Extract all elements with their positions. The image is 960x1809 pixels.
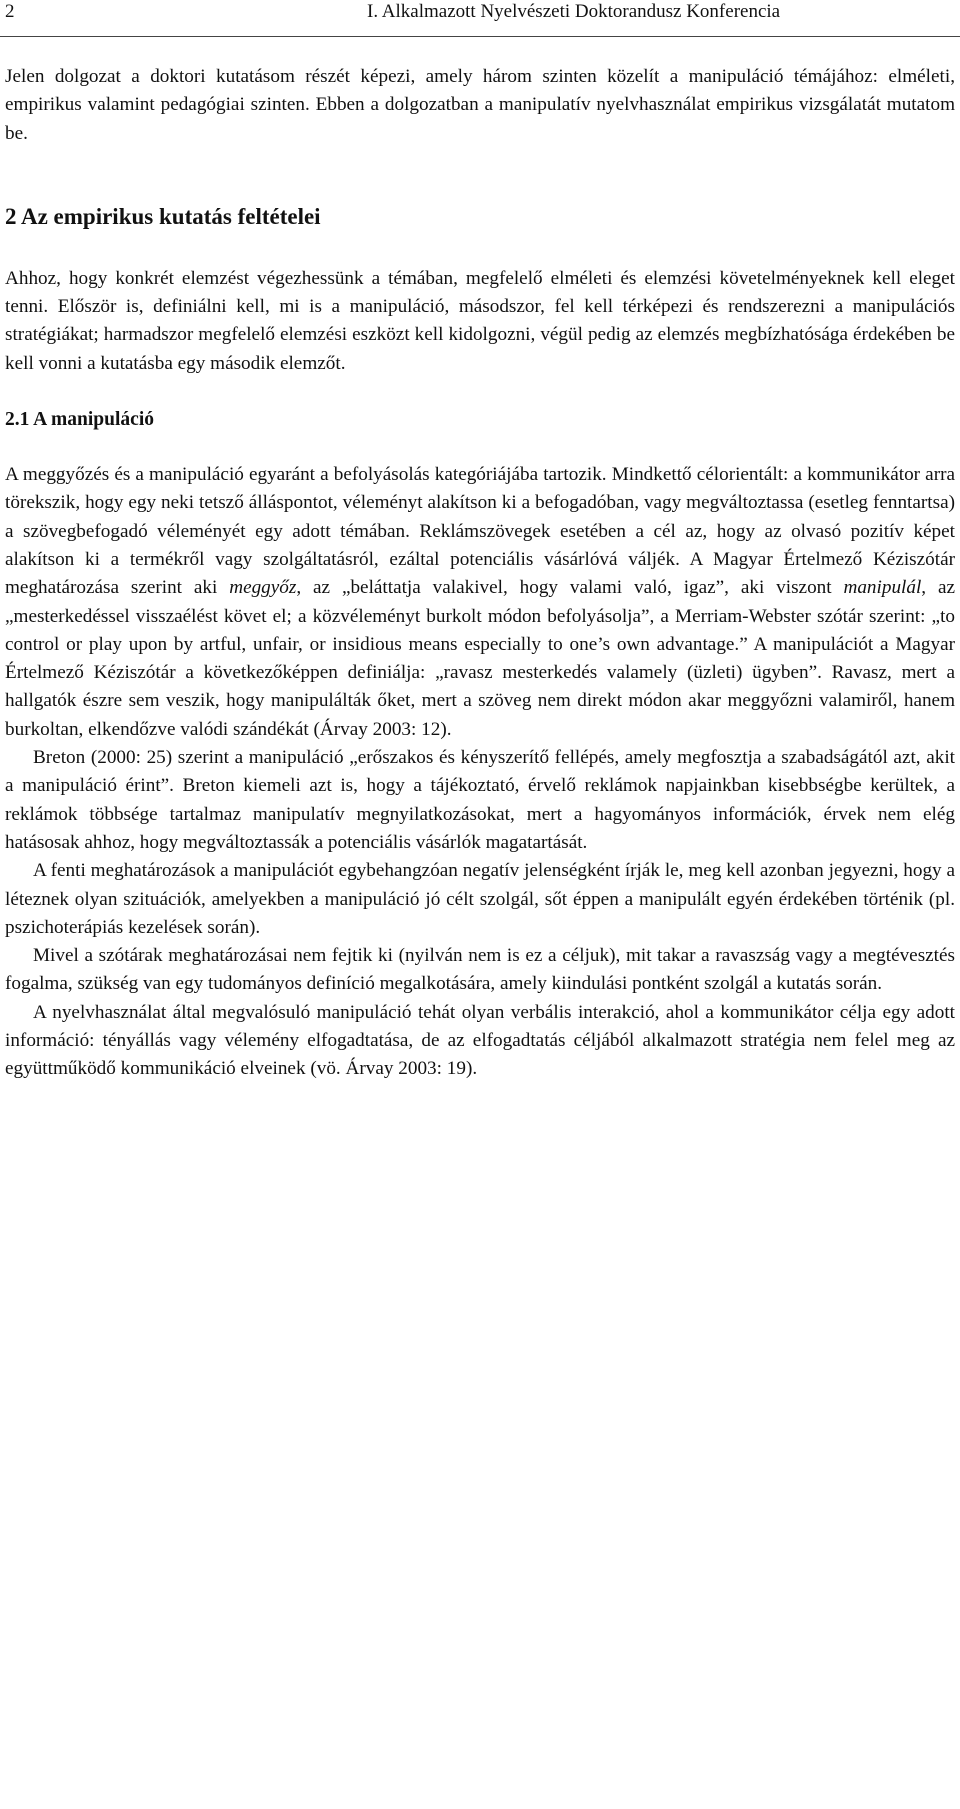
section-heading-2-1: 2.1 A manipuláció	[5, 409, 154, 431]
manipulation-paragraph-2: Breton (2000: 25) szerint a manipuláció „erőszakos és kényszerítő fellépés, amely megfosztja a szabadságától azt, akit a manipuláció érint”. Breton kiemeli azt is, hogy a tájékoztató, érvelő reklámok napjainkban kisebbségbe kerültek, a reklámok többsége tartalmaz manipulatív megnyilatkozásokat, mert a hagyományos információk, érvek nem elég hatásosak ahhoz, hogy megváltoztassák a potenciális vásárlók magatartását.	[5, 747, 955, 853]
document-body	[5, 63, 955, 1084]
running-head: I. Alkalmazott Nyelvészeti Doktorandusz Konferencia	[367, 1, 781, 22]
intro-paragraph: Jelen dolgozat a doktori kutatásom részét képezi, amely három szinten közelít a manipuláció témájához: elméleti, empirikus valamint pedagógiai szinten. Ebben a dolgozatban a manipulatív nyelvhasználat empirikus vizsgálatát mutatom be.	[5, 66, 955, 144]
text-run: , az „beláttatja valakivel, hogy valami való, igaz”, aki viszont	[296, 577, 844, 599]
italic-term-meggyoz: meggyőz	[229, 577, 297, 599]
manipulation-paragraph-5: A nyelvhasználat által megvalósuló manipuláció tehát olyan verbális interakció, ahol a kommunikátor célja egy adott információ: tényállás vagy vélemény elfogadtatása, de az elfogadtatás céljából alkalmazott stratégia nem felel meg az együttműködő kommunikáció elveinek (vö. Árvay 2003: 19).	[5, 1001, 955, 1080]
manipulation-paragraph-3: A fenti meghatározások a manipulációt egybehangzóan negatív jelenségként írják le, meg kell azonban jegyezni, hogy a léteznek olyan szituációk, amelyekben a manipuláció jó célt szolgál, sőt éppen a manipulált egyén érdekében történik (pl. pszichoterápiás kezelések során).	[5, 860, 955, 938]
text-run: A meggyőzés és a manipuláció egyaránt a befolyásolás kategóriájába tartozik. Mindkettő célorientált: a kommunikátor arra törekszik, hogy egy neki tetsző álláspontot, véleményt alakítson ki a befogadóban, vagy megváltoztassa (esetleg fenntartsa) a szövegbefogadó véleményét egy adott témában. Reklámszövegek esetében a cél az, hogy az olvasó pozitív képet alakítson ki a termékről vagy szolgáltatásról, ezáltal potenciális vásárlóvá váljék. A Magyar Értelmező Kéziszótár meghatározása szerint aki	[5, 464, 955, 599]
italic-term-manipulal: manipulál	[843, 577, 922, 599]
section2-paragraph: Ahhoz, hogy konkrét elemzést végezhessünk a témában, megfelelő elméleti és elemzési követelményeknek kell eleget tenni. Először is, definiálni kell, mi is a manipuláció, másodszor, fel kell térképezi és rendszerezni a manipulációs stratégiákat; harmadszor megfelelő elemzési eszközt kell kidolgozni, végül pedig az elemzés megbízhatósága érdekében be kell vonni a kutatásba egy második elemzőt.	[5, 267, 955, 374]
manipulation-paragraph-4: Mivel a szótárak meghatározásai nem fejtik ki (nyilván nem is ez a céljuk), mit takar a ravaszság vagy a megtévesztés fogalma, szükség van egy tudományos definíció megalkotására, amely kiindulási pontként szolgál a kutatás során.	[5, 945, 955, 995]
manipulation-paragraph-1	[5, 461, 955, 744]
page-header	[0, 0, 960, 37]
section-heading-2: 2 Az empirikus kutatás feltételei	[5, 203, 321, 229]
text-run: , az „mesterkedéssel visszaélést követ el; a közvéleményt burkolt módon befolyásolja”, a Merriam-Webster szótár szerint: „to control or play upon by artful, unfair, or insidious means especially to one’s own advantage.” A manipulációt a Magyar Értelmező Kéziszótár a következőképpen definiálja: „ravasz mesterkedés valamely (üzleti) ügyben”. Ravasz, mert a hallgatók észre sem veszik, hogy manipulálták őket, mert a szöveg nem direkt módon akar meggyőzni valamiről, hanem burkoltan, elkendőzve valódi szándékát (Árvay 2003: 12).	[5, 577, 956, 740]
page-number: 2	[5, 1, 15, 22]
